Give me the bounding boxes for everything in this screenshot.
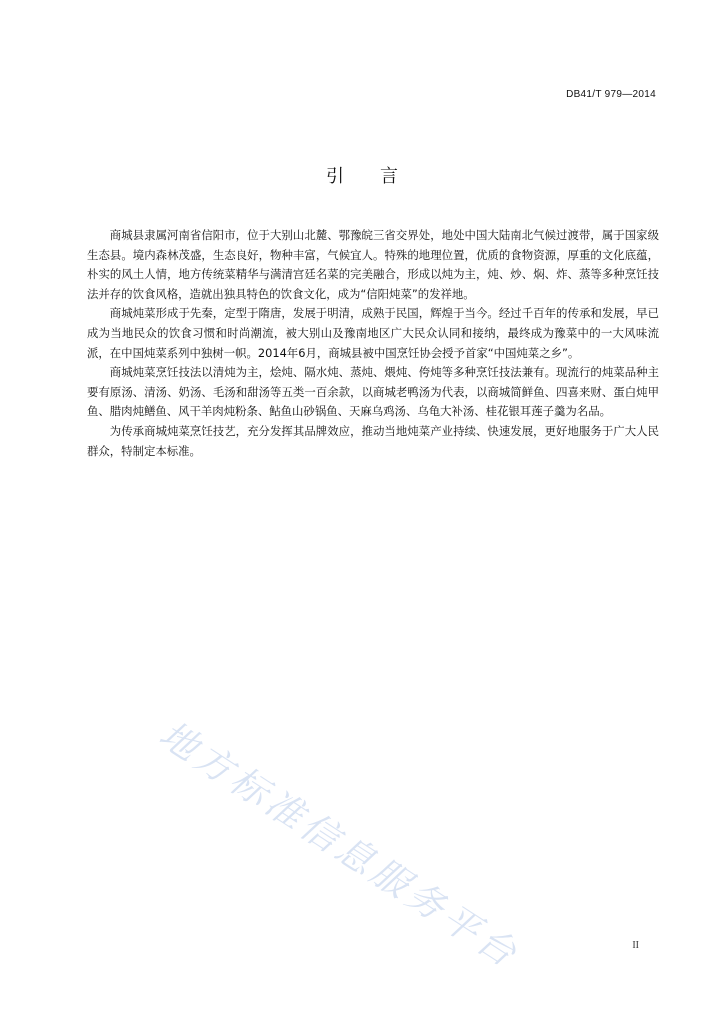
standard-code: DB41/T 979—2014: [566, 89, 656, 100]
section-heading: 引言: [326, 166, 434, 187]
paragraph: 商城炖菜烹饪技法以清炖为主，烩炖、隔水炖、蒸炖、煨炖、侉炖等多种烹饪技法兼有。现流行的炖菜品种主要有原汤、清汤、奶汤、毛汤和甜汤等五类一百余款，以商城老鸭汤为代表，以商城简鲜鱼、四喜来财、蛋白炖甲鱼、腊肉炖鳝鱼、风干羊肉炖粉条、鲇鱼山砂锅鱼、天麻乌鸡汤、乌龟大补汤、桂花银耳莲子羹为名品。: [87, 365, 659, 419]
page-number: II: [632, 940, 639, 951]
paragraph: 商城炖菜形成于先秦，定型于隋唐，发展于明清，成熟于民国，辉煌于当今。经过千百年的传承和发展，早已成为当地民众的饮食习惯和时尚潮流，被大别山及豫南地区广大民众认同和接纳，最终成为豫菜中的一大风味流派，在中国炖菜系列中独树一帜。2014年6月，商城县被中国烹饪协会授予首家“中国炖菜之乡”。: [87, 306, 659, 360]
paragraph: 为传承商城炖菜烹饪技艺，充分发挥其品牌效应，推动当地炖菜产业持续、快速发展，更好地服务于广大人民群众，特制定本标准。: [87, 423, 659, 458]
paragraph: 商城县隶属河南省信阳市，位于大别山北麓、鄂豫皖三省交界处，地处中国大陆南北气候过渡带，属于国家级生态县。境内森林茂盛，生态良好，物种丰富，气候宜人。特殊的地理位置，优质的食物资源，厚重的文化底蕴，朴实的风土人情，地方传统菜精华与满清宫廷名菜的完美融合，形成以炖为主，炖、炒、焖、炸、蒸等多种烹饪技法并存的饮食风格，造就出独具特色的饮食文化，成为“信阳炖菜”的发祥地。: [87, 228, 659, 301]
body-text: [87, 226, 659, 461]
watermark: 地方标准信息服务平台: [151, 712, 528, 978]
